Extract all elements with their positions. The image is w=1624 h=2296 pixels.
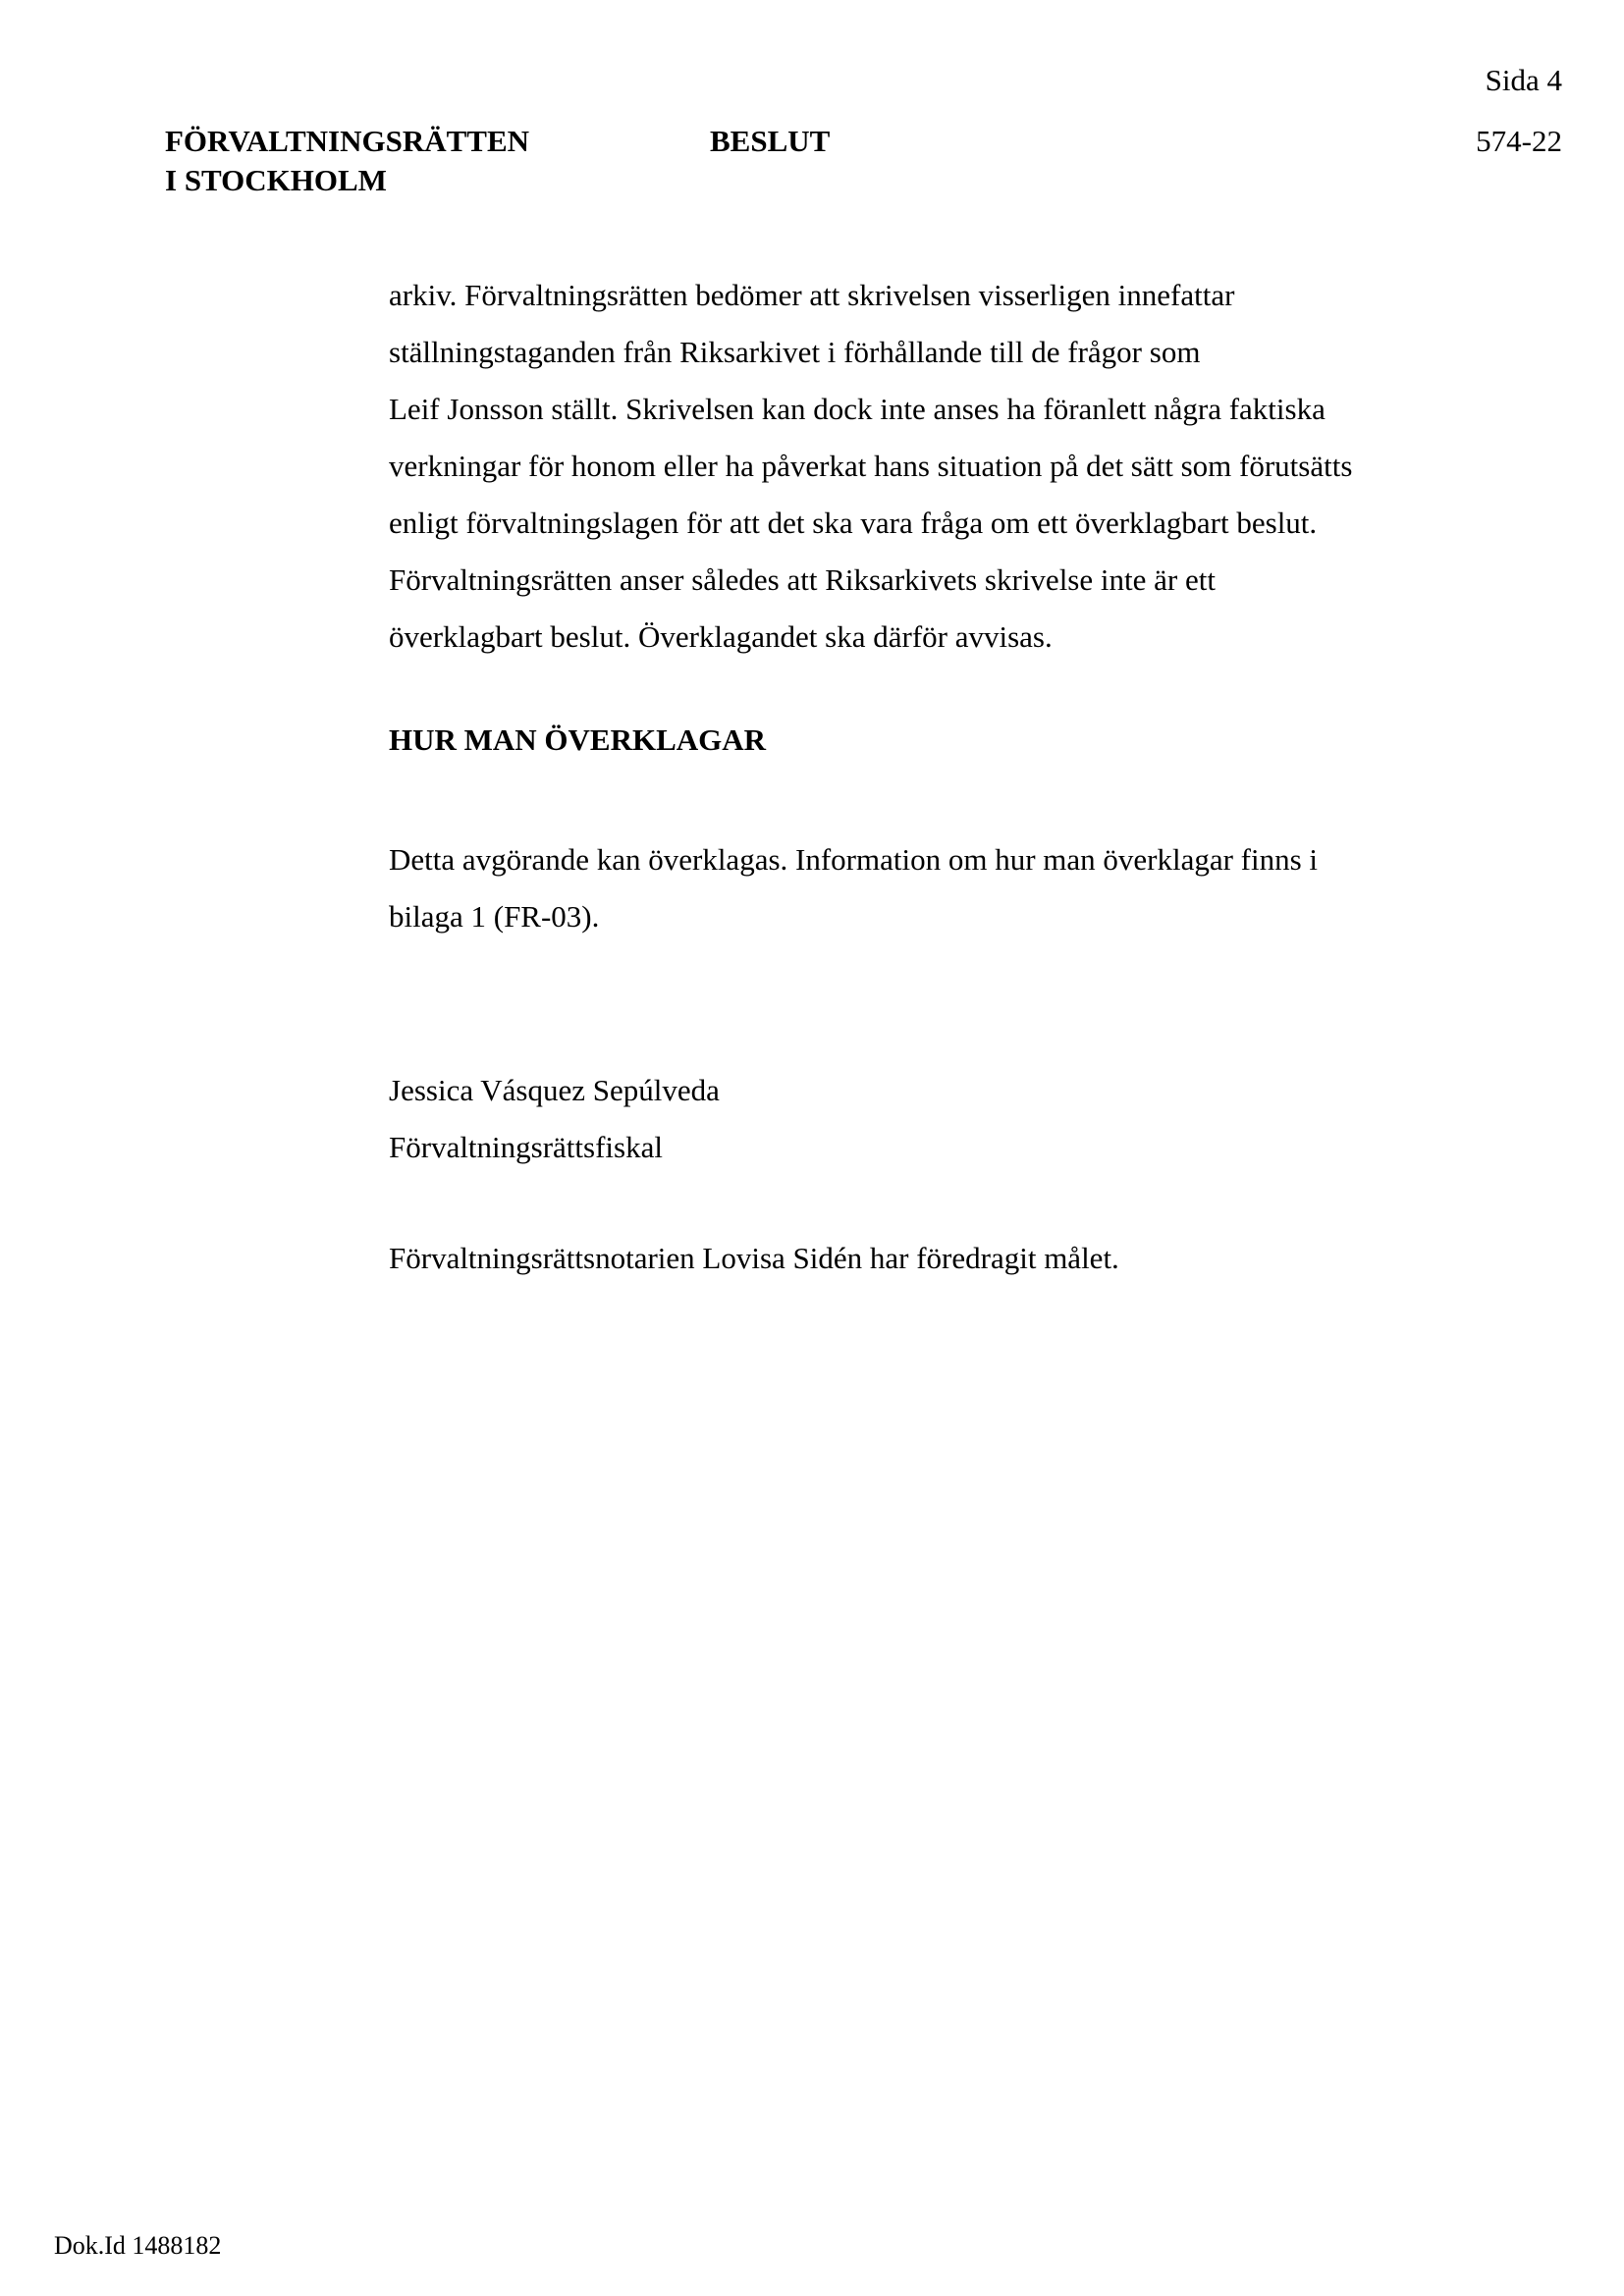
- paragraph-line: Leif Jonsson ställt. Skrivelsen kan dock inte anses ha föranlett några faktiska: [389, 392, 1326, 426]
- paragraph-line: enligt förvaltningslagen för att det ska vara fråga om ett överklagbart beslut.: [389, 506, 1318, 540]
- paragraph-line: arkiv. Förvaltningsrätten bedömer att skrivelsen visserligen innefattar: [389, 278, 1235, 312]
- paragraph-line: Förvaltningsrätten anser således att Riksarkivets skrivelse inte är ett: [389, 562, 1216, 597]
- paragraph-line: ställningstaganden från Riksarkivet i förhållande till de frågor som: [389, 335, 1201, 369]
- document-type: BESLUT: [710, 124, 831, 158]
- court-name: [165, 122, 529, 200]
- paragraph-line: verkningar för honom eller ha påverkat hans situation på det sätt som förutsätts: [389, 449, 1353, 483]
- page-number: Sida 4: [1485, 63, 1562, 97]
- signatory-title: Förvaltningsrättsfiskal: [389, 1130, 663, 1164]
- rapporteur-note: Förvaltningsrättsnotarien Lovisa Sidén har föredragit målet.: [389, 1241, 1119, 1275]
- paragraph-line: Detta avgörande kan överklagas. Information om hur man överklagar finns i: [389, 842, 1319, 877]
- court-name-line2: I STOCKHOLM: [165, 163, 387, 197]
- paragraph-line: överklagbart beslut. Överklagandet ska därför avvisas.: [389, 619, 1053, 654]
- case-number: 574-22: [1476, 124, 1562, 158]
- signature-block: [389, 1062, 1469, 1176]
- section-heading: HUR MAN ÖVERKLAGAR: [389, 722, 767, 757]
- decision-paragraph: [389, 267, 1469, 666]
- court-name-line1: FÖRVALTNINGSRÄTTEN: [165, 124, 530, 158]
- document-id: Dok.Id 1488182: [54, 2231, 222, 2260]
- paragraph-line: bilaga 1 (FR-03).: [389, 899, 600, 934]
- appeal-paragraph: [389, 831, 1469, 945]
- signatory-name: Jessica Vásquez Sepúlveda: [389, 1073, 720, 1107]
